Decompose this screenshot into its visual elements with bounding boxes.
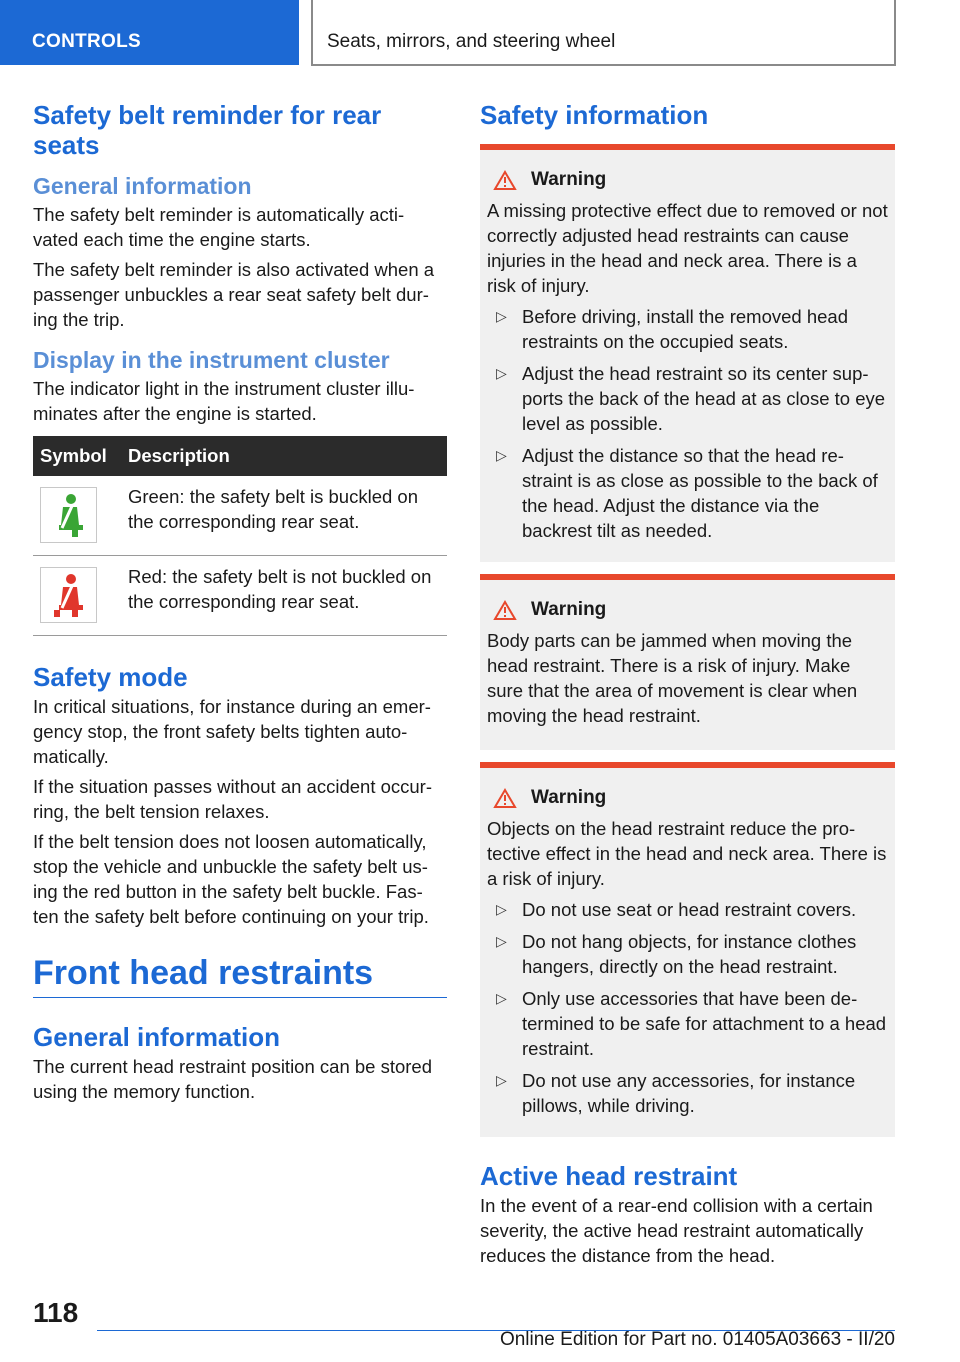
warning-triangle-icon: [493, 788, 517, 809]
warning-title: Warning: [493, 596, 888, 624]
heading-general-information: General information: [33, 1022, 281, 1052]
table-cell-description: Green: the safety belt is buckled on the corresponding rear seat.: [121, 476, 447, 556]
paragraph: The safety belt reminder is automatically acti- vated each time the engine starts.: [33, 204, 405, 250]
seatbelt-green-icon: [40, 487, 97, 543]
list-item: ▷ Adjust the distance so that the head re- straint is as close as possible to the back of the head. Adjust the distance via the backrest tilt as needed.: [496, 445, 878, 541]
heading-display-instrument-cluster: Display in the instrument cluster: [33, 347, 390, 373]
warning-text: Objects on the head restraint reduce the pro- tective effect in the head and neck area. There is a risk of injury.: [487, 818, 887, 889]
paragraph: In the event of a rear-end collision with a certain severity, the active head restraint automatically reduces the distance from the head.: [480, 1195, 873, 1266]
symbol-table: [33, 436, 447, 636]
chapter-title: Seats, mirrors, and steering wheel: [327, 31, 616, 52]
heading-safety-information: Safety information: [480, 100, 709, 130]
bullet-triangle-icon: ▷: [496, 447, 507, 463]
bullet-triangle-icon: ▷: [496, 1072, 507, 1088]
paragraph: If the belt tension does not loosen automatically, stop the vehicle and unbuckle the safety belt us- ing the red button in the safety belt buckle. Fas- ten the safety belt before continuing on your trip.: [33, 831, 429, 927]
table-row: [33, 476, 447, 556]
table-cell-description: Red: the safety belt is not buckled on the corresponding rear seat.: [121, 556, 447, 636]
heading-front-head-restraints: Front head restraints: [33, 953, 447, 998]
list-item: ▷ Before driving, install the removed head restraints on the occupied seats.: [496, 306, 848, 352]
list-item: ▷ Do not hang objects, for instance clothes hangers, directly on the head restraint.: [496, 931, 857, 977]
heading-general-information: General information: [33, 173, 252, 199]
bullet-triangle-icon: ▷: [496, 901, 507, 917]
page-number: 118: [33, 1297, 79, 1328]
bullet-triangle-icon: ▷: [496, 365, 507, 381]
bullet-triangle-icon: ▷: [496, 990, 507, 1006]
bullet-triangle-icon: ▷: [496, 308, 507, 324]
heading-active-head-restraint: Active head restraint: [480, 1161, 738, 1191]
warning-text: Body parts can be jammed when moving the head restraint. There is a risk of injury. Make sure that the area of movement is clear when moving the head restraint.: [487, 630, 858, 726]
warning-title: Warning: [493, 166, 888, 194]
warning-triangle-icon: [493, 600, 517, 621]
right-column: [480, 100, 895, 1268]
table-header-symbol: Symbol: [33, 436, 121, 476]
paragraph: The current head restraint position can be stored using the memory function.: [33, 1056, 433, 1102]
list-item: ▷ Do not use seat or head restraint covers.: [496, 899, 857, 920]
paragraph: In critical situations, for instance during an emer- gency stop, the front safety belts tighten auto- matically.: [33, 696, 431, 767]
warning-text: A missing protective effect due to removed or not correctly adjusted head restraints can cause injuries in the head and neck area. There is a risk of injury.: [487, 200, 888, 296]
table-row: [33, 556, 447, 636]
warning-title: Warning: [493, 784, 888, 812]
chapter-tab: [311, 0, 896, 66]
section-tab: [0, 0, 299, 65]
warning-list: [487, 304, 888, 543]
warning-triangle-icon: [493, 170, 517, 191]
paragraph: The indicator light in the instrument cluster illu- minates after the engine is started.: [33, 378, 415, 424]
paragraph: The safety belt reminder is also activated when a passenger unbuckles a rear seat safety belt dur- ing the trip.: [33, 259, 435, 330]
list-item: ▷ Adjust the head restraint so its center sup- ports the back of the head at as close to eye level as possible.: [496, 363, 886, 434]
table-header-description: Description: [121, 436, 447, 476]
warning-box: [480, 762, 895, 1137]
warning-box: [480, 144, 895, 562]
list-item: ▷ Do not use any accessories, for instance pillows, while driving.: [496, 1070, 856, 1116]
list-item: ▷ Only use accessories that have been de- termined to be safe for attachment to a head restraint.: [496, 988, 887, 1059]
left-column: [33, 100, 447, 1104]
paragraph: If the situation passes without an accident occur- ring, the belt tension relaxes.: [33, 776, 432, 822]
bullet-triangle-icon: ▷: [496, 933, 507, 949]
warning-list: [487, 897, 888, 1118]
section-title: CONTROLS: [32, 31, 142, 52]
seatbelt-red-icon: [40, 567, 97, 623]
heading-belt-reminder: Safety belt reminder for rear seats: [33, 100, 382, 160]
warning-box: [480, 574, 895, 750]
heading-safety-mode: Safety mode: [33, 662, 188, 692]
edition-text: Online Edition for Part no. 01405A03663 - II/20: [499, 1329, 895, 1350]
